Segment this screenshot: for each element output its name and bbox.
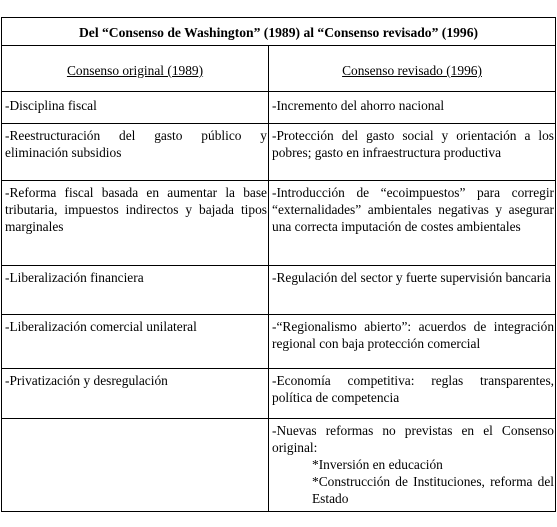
column-header-revised xyxy=(269,46,556,92)
original-cell-empty xyxy=(2,419,269,512)
original-cell xyxy=(2,369,269,419)
original-cell xyxy=(2,181,269,266)
table-row xyxy=(2,419,556,512)
column-header-original-label: Consenso original (1989) xyxy=(66,63,204,78)
table-row xyxy=(2,181,556,266)
table-row xyxy=(2,369,556,419)
revised-text: -Protección del gasto social y orientación a los pobres; gasto en infraestructura productiva xyxy=(272,128,555,160)
column-header-revised-label: Consenso revisado (1996) xyxy=(342,63,482,78)
original-cell xyxy=(2,92,269,124)
revised-cell xyxy=(269,181,556,266)
revised-list-item: *Inversión en educación xyxy=(312,457,443,472)
revised-cell xyxy=(269,369,556,419)
revised-cell xyxy=(269,124,556,181)
revised-text: -Economía competitiva: reglas transparentes, política de competencia xyxy=(272,373,555,405)
original-cell xyxy=(2,315,269,369)
original-text: -Privatización y desregulación xyxy=(5,373,168,388)
original-text: -Reestructuración del gasto público y eliminación subsidios xyxy=(5,128,267,160)
original-text: -Liberalización financiera xyxy=(5,270,144,285)
revised-cell xyxy=(269,315,556,369)
original-cell xyxy=(2,124,269,181)
consensus-comparison-table xyxy=(1,17,556,512)
table-row xyxy=(2,92,556,124)
revised-text: -Regulación del sector y fuerte supervisión bancaria xyxy=(272,270,551,285)
revised-cell xyxy=(269,419,556,512)
table-title-cell xyxy=(2,18,556,46)
original-text: -Disciplina fiscal xyxy=(5,98,97,113)
original-cell xyxy=(2,266,269,315)
revised-list-item: *Construcción de Instituciones, reforma del Estado xyxy=(312,474,555,506)
table-row xyxy=(2,124,556,181)
table-title: Del “Consenso de Washington” (1989) al “Consenso revisado” (1996) xyxy=(78,25,479,40)
table-row xyxy=(2,266,556,315)
original-text: -Liberalización comercial unilateral xyxy=(5,319,197,334)
revised-text: -Incremento del ahorro nacional xyxy=(272,98,445,113)
column-header-original xyxy=(2,46,269,92)
original-text: -Reforma fiscal basada en aumentar la base tributaria, impuestos indirectos y bajada tipos marginales xyxy=(5,185,267,234)
original-text xyxy=(5,419,267,422)
revised-text: -“Regionalismo abierto”: acuerdos de integración regional con baja protección comercial xyxy=(272,319,555,351)
revised-cell xyxy=(269,266,556,315)
revised-cell xyxy=(269,92,556,124)
revised-text: -Nuevas reformas no previstas en el Consenso original: xyxy=(272,423,555,455)
revised-text: -Introducción de “ecoimpuestos” para corregir “externalidades” ambientales negativas y asegurar una correcta imputación de costes ambientales xyxy=(272,185,555,234)
table-row xyxy=(2,315,556,369)
